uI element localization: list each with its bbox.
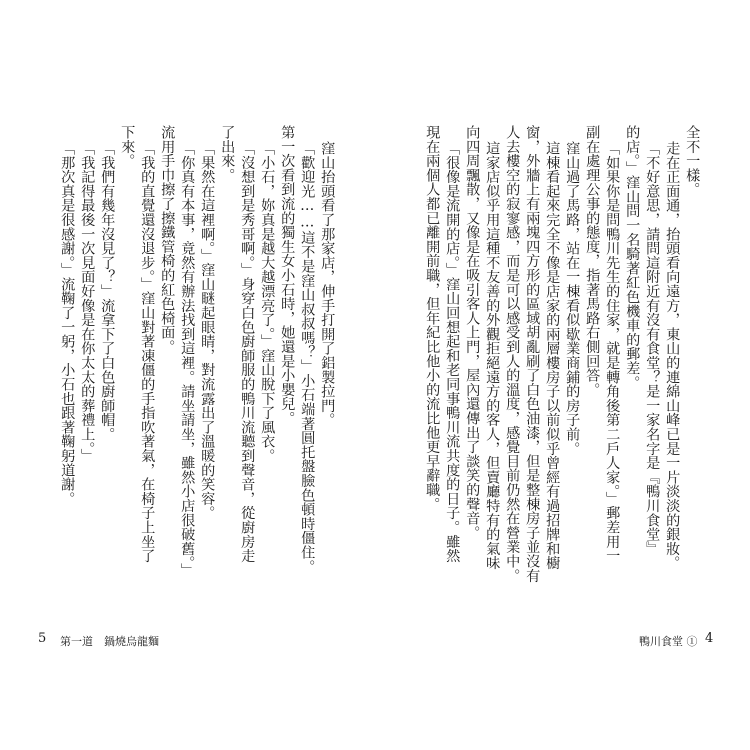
- text-column: 流用手巾擦了擦鐵管椅的紅色椅面。: [159, 125, 176, 354]
- text-column: 副在處理公事的態度，指著馬路右側回答。: [584, 125, 601, 397]
- running-header-chapter: 第一道 鍋燒烏龍麵: [60, 635, 159, 648]
- text-column: 了出來。: [219, 125, 236, 183]
- text-column: 「我的直覺還沒退步。」窪山對著凍僵的手指吹著氣，在椅子上坐了: [139, 141, 156, 563]
- text-column: 窪山抬頭看了那家店，伸手打開了鋁製拉門。: [319, 141, 336, 427]
- text-column: 全不一樣。: [684, 125, 701, 197]
- running-header-book-title: 鴨川食堂 ①: [639, 635, 698, 648]
- text-column: 的店。」窪山問一名騎著紅色機車的郵差。: [624, 125, 641, 390]
- text-column: 「你真有本事，竟然有辦法找到這裡。請坐請坐，雖然小店很破舊。」: [179, 141, 196, 578]
- text-column: 窗，外牆上有兩塊四方形的區域胡亂刷了白色油漆，但是整棟房子並沒有: [524, 125, 541, 583]
- text-column: 「歡迎光……這不是窪山叔叔嗎？」小石端著圓托盤臉色頓時僵住。: [299, 141, 316, 574]
- text-column: 第一次看到流的獨生女小石時，她還是小嬰兒。: [279, 125, 296, 426]
- text-column: 「不好意思，請問這附近有沒有食堂？是一家名字是『鴨川食堂』: [644, 141, 661, 556]
- text-column: 人去樓空的寂寥感，而是可以感受到人的溫度，感覺目前仍然在營業中。: [504, 125, 521, 583]
- text-column: 向四周飄散，又像是在吸引客人上門，屋內還傳出了談笑的聲音。: [464, 125, 481, 540]
- text-column: 走在正面通，抬頭看向遠方，東山的連綿山峰已是一片淡淡的銀妝。: [664, 141, 681, 570]
- page-number: 5: [38, 631, 47, 646]
- text-column: 這家店似乎用這種不友善的外觀拒絕遠方的客人，但賣廳特有的氣味: [484, 141, 501, 570]
- text-column: 窪山過了馬路，站在一棟看似歇業商鋪的房子前。: [564, 141, 581, 456]
- page-number: 4: [705, 631, 714, 646]
- text-column: 「很像是流開的店。」窪山回想起和老同事鴨川流共度的日子。雖然: [444, 141, 461, 563]
- text-column: 「果然在這裡啊。」窪山瞇起眼睛，對流露出了溫暖的笑容。: [199, 141, 216, 520]
- text-column: 「小石，妳真是越大越漂亮了。」窪山脫下了風衣。: [259, 141, 276, 463]
- text-column: 現在兩個人都已離開前職，但年紀比他小的流比他更早辭職。: [424, 125, 441, 512]
- text-column: 這棟看起來完全不像是店家的兩層樓房子以前似乎曾經有過招牌和櫥: [544, 141, 561, 570]
- text-column: 下來。: [119, 125, 136, 168]
- text-column: 「沒想到是秀哥啊。」身穿白色廚師服的鴨川流聽到聲音，從廚房走: [239, 141, 256, 563]
- text-column: 「如果你是問鴨川先生的住家，就是轉角後第二戶人家。」郵差用一: [604, 141, 621, 563]
- text-column: 「我記得最後一次見面好像是在你太太的葬禮上。」: [79, 141, 96, 463]
- text-column: 「我們有幾年沒見了？」流拿下了白色廚師帽。: [99, 141, 116, 442]
- text-column: 「那次真是很感謝。」流鞠了一躬，小石也跟著鞠躬道謝。: [59, 141, 76, 506]
- right-page: [375, 0, 750, 750]
